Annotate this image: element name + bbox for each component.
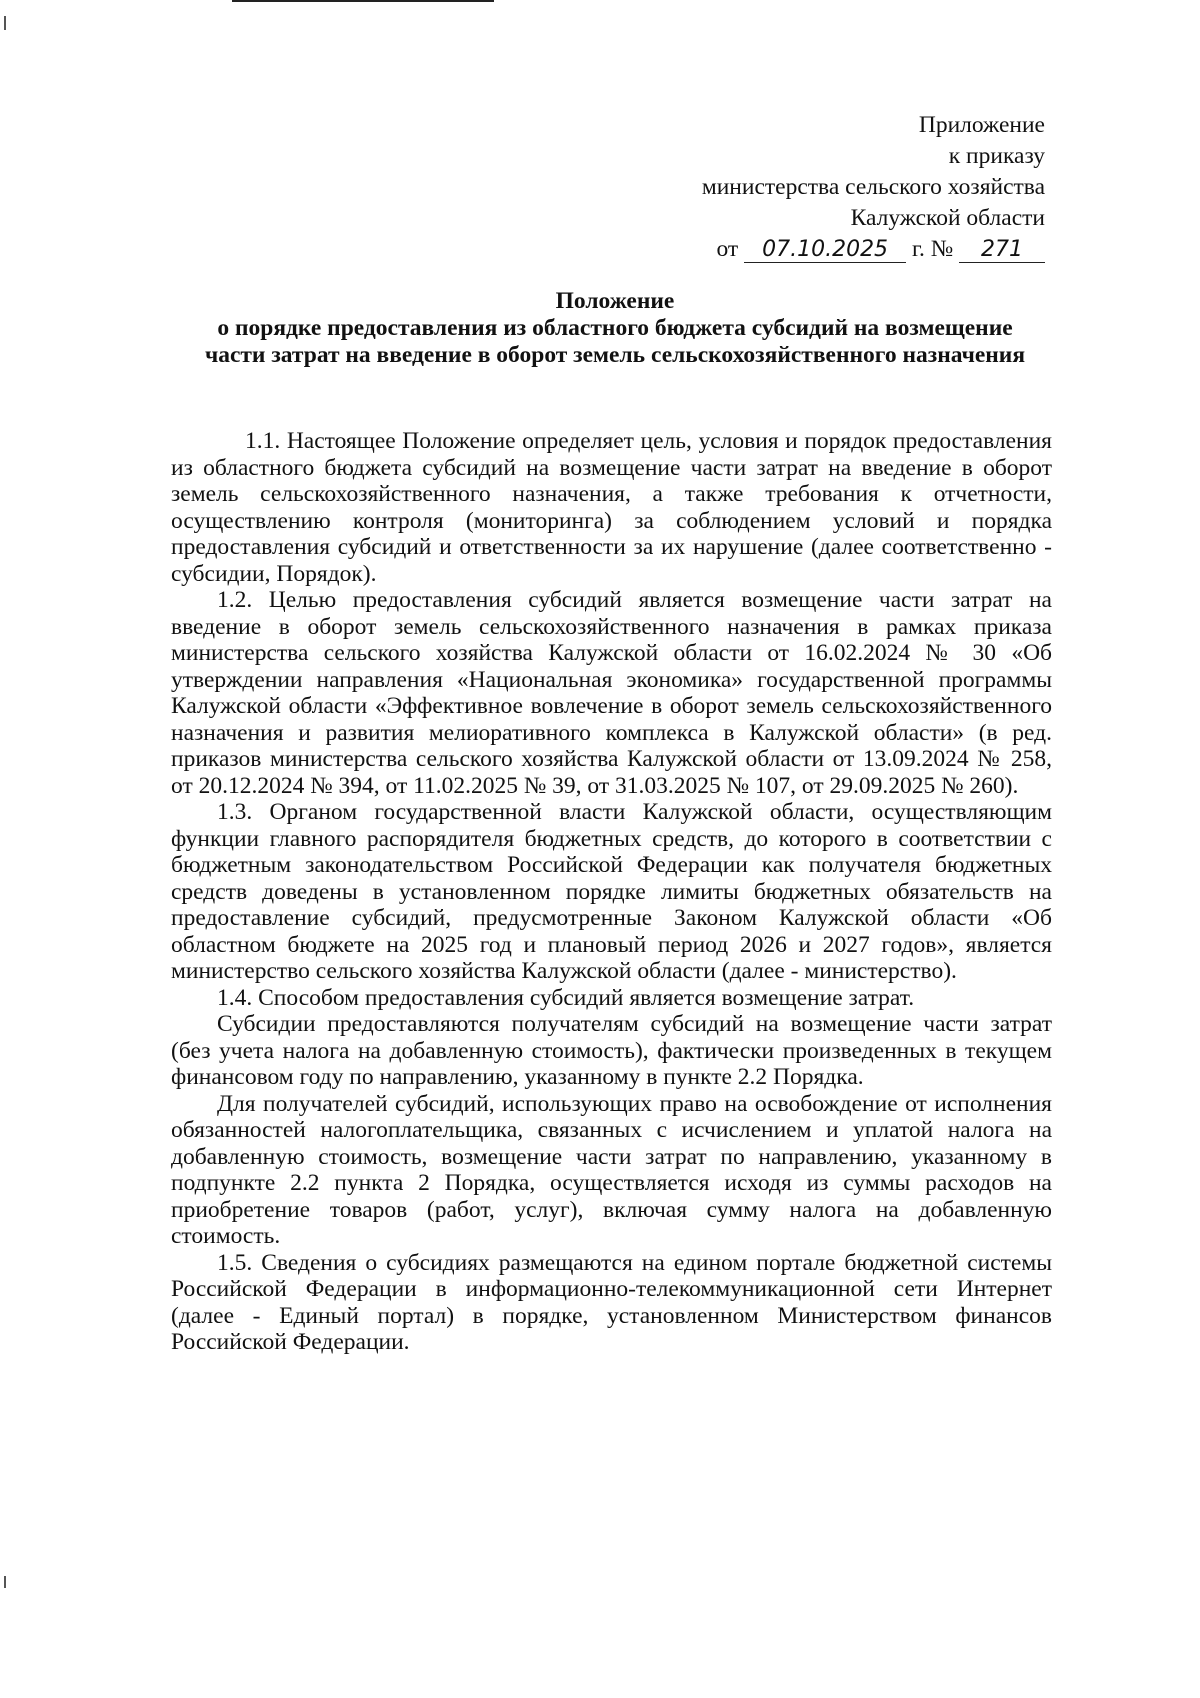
- appendix-line: к приказу: [948, 143, 1045, 169]
- handwritten-order-number: 271: [959, 238, 1045, 263]
- date-prefix: от: [716, 236, 739, 262]
- document-title: [160, 288, 1070, 369]
- paragraph-1-4: 1.4. Способом предоставления субсидий является возмещение затрат.: [217, 984, 915, 1011]
- title-line: Положение: [555, 288, 675, 314]
- paragraph-1-2: 1.2. Целью предоставления субсидий является возмещение части затрат на введение в оборот земель сельскохозяйственного назначения в рамках приказа министерства сельского хозяйства Калужской области от 16.02.2024 № 30 «Об утверждении направления «Национальная экономика» государственной программы Калужской области «Эффективное вовлечение в оборот земель сельскохозяйственного назначения и развития мелиоративного комплекса в Калужской области» (в ред. приказов министерства сельского хозяйства Калужской области от 13.09.2024 № 258, от 20.12.2024 № 394, от 11.02.2025 № 39, от 31.03.2025 № 107, от 29.09.2025 № 260).: [171, 587, 1052, 799]
- scan-edge-mark: [4, 16, 6, 30]
- paragraph-1-5: 1.5. Сведения о субсидиях размещаются на едином портале бюджетной системы Российской Федерации в информационно-телекоммуникационной сети Интернет (далее - Единый портал) в порядке, установленном Министерством финансов Российской Федерации.: [171, 1249, 1052, 1355]
- appendix-line: Калужской области: [850, 205, 1045, 231]
- appendix-line: Приложение: [918, 112, 1045, 138]
- paragraph-1-1: 1.1. Настоящее Положение определяет цель, условия и порядок предоставления из областного бюджета субсидий на возмещение части затрат на введение в оборот земель сельскохозяйственного назначения, а также требования к отчетности, осуществлению контроля (мониторинга) за соблюдением условий и порядка предоставления субсидий и ответственности за их нарушение (далее соответственно - субсидии, Порядок).: [171, 428, 1052, 587]
- title-line: части затрат на введение в оборот земель сельскохозяйственного назначения: [204, 342, 1026, 368]
- paragraph-subsidies: Субсидии предоставляются получателям субсидий на возмещение части затрат (без учета налога на добавленную стоимость), фактически произведенных в текущем финансовом году по направлению, указанному в пункте 2.2 Порядка.: [171, 1011, 1052, 1090]
- paragraph-1-3: 1.3. Органом государственной власти Калужской области, осуществляющим функции главного распорядителя бюджетных средств, до которого в соответствии с бюджетным законодательством Российской Федерации как получателя бюджетных средств доведены в установленном порядке лимиты бюджетных обязательств на предоставление субсидий, предусмотренные Законом Калужской области «Об областном бюджете на 2025 год и плановый период 2026 и 2027 годов», является министерство сельского хозяйства Калужской области (далее - министерство).: [171, 799, 1052, 984]
- scan-edge-mark: [4, 1576, 6, 1588]
- paragraph-vat-exempt: Для получателей субсидий, использующих право на освобождение от исполнения обязанностей налогоплательщика, связанных с исчислением и уплатой налога на добавленную стоимость, возмещение части затрат по направлению, указанному в подпункте 2.2 пункта 2 Порядка, осуществляется исходя из суммы расходов на приобретение товаров (работ, услуг), включая сумму налога на добавленную стоимость.: [171, 1090, 1052, 1249]
- year-number-label: г. №: [911, 236, 954, 262]
- handwritten-date: 07.10.2025: [744, 238, 906, 263]
- document-body: [171, 428, 1052, 1356]
- appendix-line: министерства сельского хозяйства: [701, 174, 1045, 200]
- scan-top-rule: [232, 0, 494, 2]
- appendix-header: [702, 110, 1045, 265]
- order-date-number-line: [702, 234, 1045, 265]
- title-line: о порядке предоставления из областного бюджета субсидий на возмещение: [217, 315, 1013, 341]
